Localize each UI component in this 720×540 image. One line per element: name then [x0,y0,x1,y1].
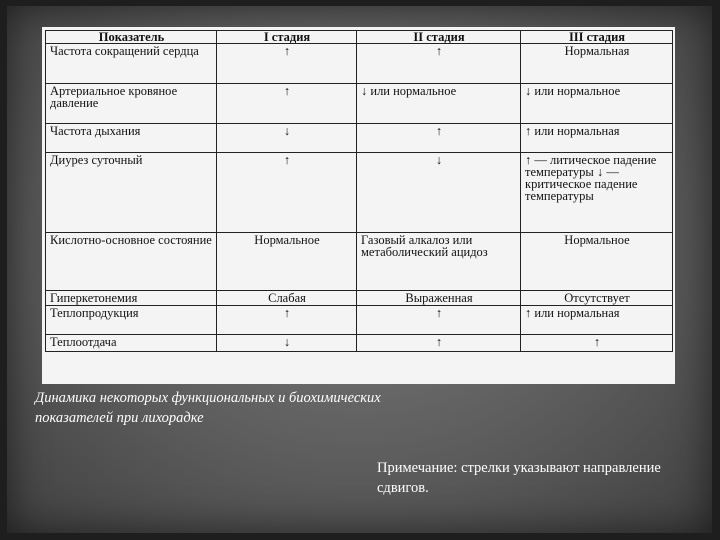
indicators-table [45,30,673,352]
table-row [46,44,673,84]
cell: ↑ [357,306,521,335]
cell: ↑ [357,44,521,84]
cell: ↑ или нормальная [521,306,673,335]
cell: Выраженная [357,291,521,306]
row-label: Теплопродукция [46,306,217,335]
cell: ↓ или нормальное [521,84,673,124]
row-label: Гиперкетонемия [46,291,217,306]
cell: Газовый алкалоз или метаболический ацидоз [357,233,521,291]
cell: ↑ — литическое падение температуры ↓ — критическое падение температуры [521,153,673,233]
slide [7,6,712,533]
table-row [46,306,673,335]
row-label: Теплоотдача [46,335,217,352]
cell: ↑ [217,84,357,124]
header-stage-3: III стадия [521,31,673,44]
cell: ↑ [357,124,521,153]
header-stage-2: II стадия [357,31,521,44]
row-label: Диурез суточный [46,153,217,233]
cell: ↑ [217,44,357,84]
cell: ↑ [357,335,521,352]
header-stage-1: I стадия [217,31,357,44]
table-image [42,27,675,384]
row-label: Артериальное кровяное давление [46,84,217,124]
table-caption: Динамика некоторых функциональных и биохимических показателей при лихорадке [35,390,381,426]
cell: ↑ [217,306,357,335]
table-row [46,233,673,291]
header-indicator: Показатель [46,31,217,44]
cell: Нормальное [217,233,357,291]
table-row [46,335,673,352]
row-label: Частота сокращений сердца [46,44,217,84]
table-row [46,153,673,233]
table-row [46,291,673,306]
cell: ↑ [217,153,357,233]
footnote: Примечание: стрелки указывают направление сдвигов. [377,460,661,496]
cell: ↓ [217,335,357,352]
cell: ↓ [357,153,521,233]
table-header-row [46,31,673,44]
row-label: Кислотно-основное состояние [46,233,217,291]
cell: Нормальное [521,233,673,291]
table-row [46,84,673,124]
cell: ↑ или нормальная [521,124,673,153]
cell: ↓ [217,124,357,153]
cell: Отсутствует [521,291,673,306]
cell: Слабая [217,291,357,306]
table-row [46,124,673,153]
cell: ↓ или нормальное [357,84,521,124]
cell: Нормальная [521,44,673,84]
cell: ↑ [521,335,673,352]
row-label: Частота дыхания [46,124,217,153]
